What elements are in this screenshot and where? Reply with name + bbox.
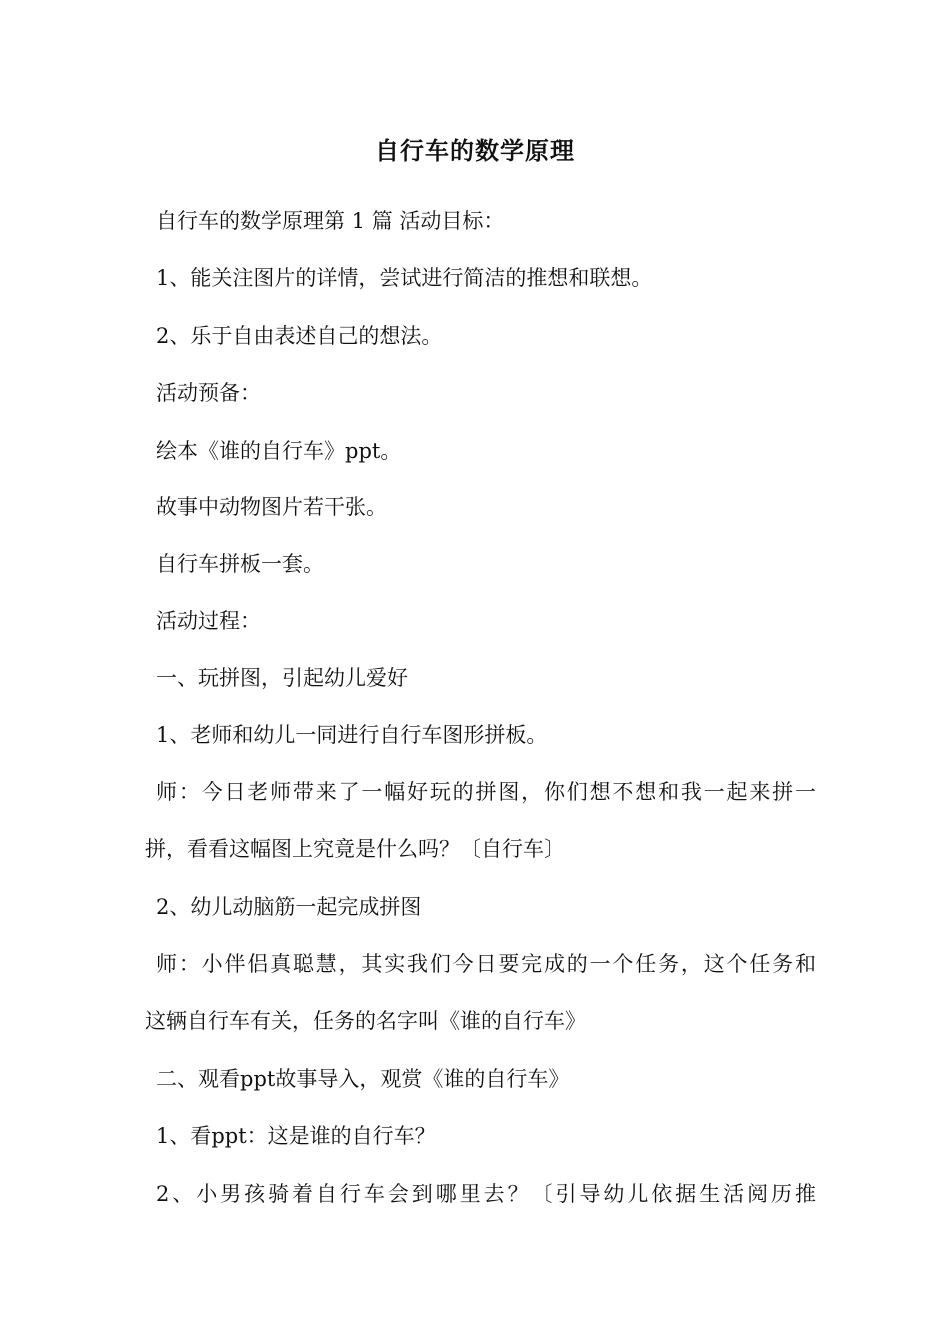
paragraph-line: 绘本《谁的自行车》ppt。 xyxy=(156,439,402,463)
paragraph-line: 拼，看看这幅图上究竟是什么吗？〔自行车〕 xyxy=(145,837,565,861)
paragraph-line: 师：今日老师带来了一幅好玩的拼图，你们想不想和我一起来拼一 xyxy=(156,780,816,804)
paragraph-line: 故事中动物图片若干张。 xyxy=(156,495,387,519)
paragraph-line: 二、观看ppt故事导入，观赏《谁的自行车》 xyxy=(156,1067,570,1091)
document-title: 自行车的数学原理 xyxy=(375,136,575,165)
paragraph-line: 1、能关注图片的详情，尝试进行简洁的推想和联想。 xyxy=(156,266,653,290)
paragraph-line: 2、乐于自由表述自己的想法。 xyxy=(156,324,443,348)
paragraph-line: 1、老师和幼儿一同进行自行车图形拼板。 xyxy=(156,723,548,747)
paragraph-line: 自行车拼板一套。 xyxy=(156,552,324,576)
paragraph-line: 这辆自行车有关，任务的名字叫《谁的自行车》 xyxy=(145,1009,586,1033)
paragraph-line: 1、看ppt：这是谁的自行车？ xyxy=(156,1124,436,1148)
paragraph-line: 2、幼儿动脑筋一起完成拼图 xyxy=(156,895,422,919)
paragraph-line: 一、玩拼图，引起幼儿爱好 xyxy=(156,666,408,690)
paragraph-line: 活动过程： xyxy=(156,609,261,633)
paragraph-line: 2、小男孩骑着自行车会到哪里去？〔引导幼儿依据生活阅历推 xyxy=(156,1182,816,1206)
paragraph-line: 自行车的数学原理第 1 篇 活动目标： xyxy=(156,209,505,233)
paragraph-line: 师：小伴侣真聪慧，其实我们今日要完成的一个任务，这个任务和 xyxy=(156,952,816,976)
paragraph-line: 活动预备： xyxy=(156,381,261,405)
